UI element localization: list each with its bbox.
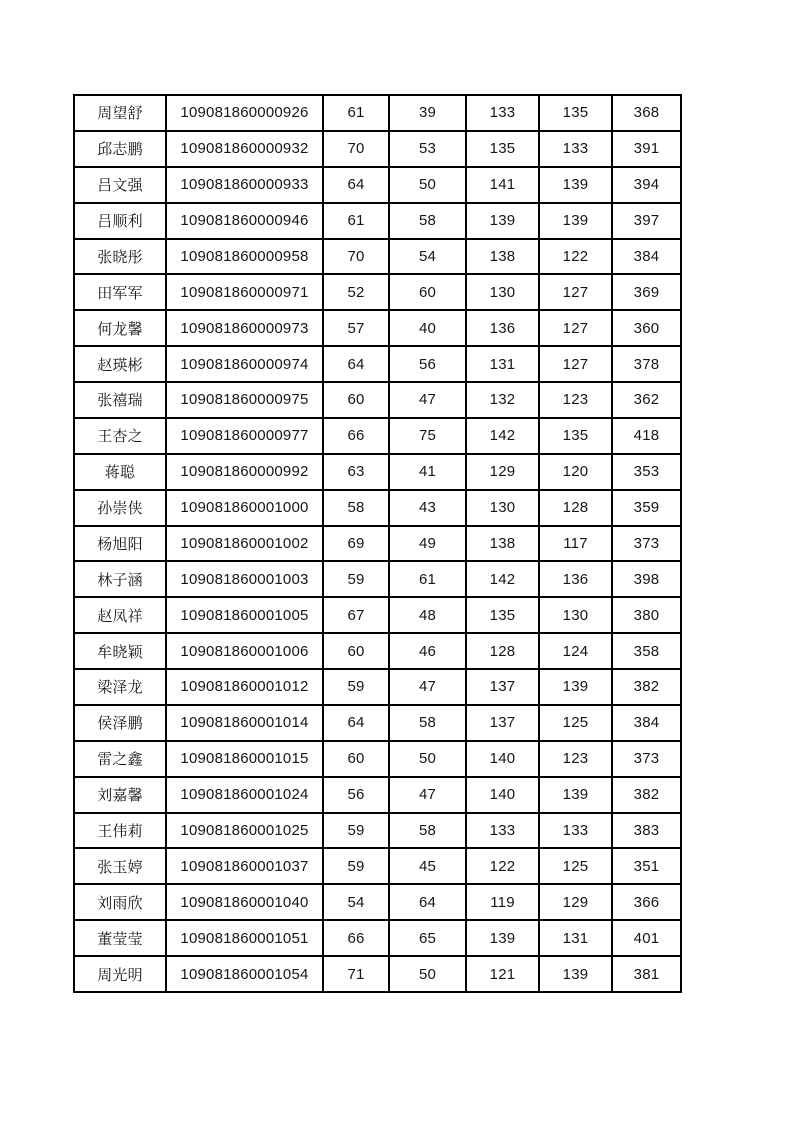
exam-id-cell: 109081860001024: [166, 777, 323, 813]
score-2-cell: 58: [389, 705, 466, 741]
score-3-cell: 139: [466, 920, 539, 956]
score-4-cell: 139: [539, 777, 612, 813]
student-name-cell: 张禧瑞: [74, 382, 166, 418]
score-3-cell: 132: [466, 382, 539, 418]
score-4-cell: 125: [539, 848, 612, 884]
table-row: [74, 561, 681, 597]
score-3-cell: 131: [466, 346, 539, 382]
student-name-cell: 张晓彤: [74, 239, 166, 275]
score-1-cell: 70: [323, 239, 389, 275]
score-1-cell: 64: [323, 705, 389, 741]
table-row: [74, 203, 681, 239]
table-row: [74, 848, 681, 884]
score-2-cell: 45: [389, 848, 466, 884]
score-2-cell: 64: [389, 884, 466, 920]
score-1-cell: 64: [323, 167, 389, 203]
exam-id-cell: 109081860001002: [166, 526, 323, 562]
table-row: [74, 131, 681, 167]
score-1-cell: 59: [323, 669, 389, 705]
score-2-cell: 56: [389, 346, 466, 382]
score-3-cell: 133: [466, 95, 539, 131]
score-4-cell: 127: [539, 274, 612, 310]
score-4-cell: 120: [539, 454, 612, 490]
score-1-cell: 71: [323, 956, 389, 992]
score-3-cell: 133: [466, 813, 539, 849]
table-row: [74, 884, 681, 920]
score-3-cell: 121: [466, 956, 539, 992]
student-name-cell: 蒋聪: [74, 454, 166, 490]
exam-id-cell: 109081860001000: [166, 490, 323, 526]
score-3-cell: 128: [466, 633, 539, 669]
score-2-cell: 39: [389, 95, 466, 131]
total-score-cell: 362: [612, 382, 681, 418]
score-2-cell: 61: [389, 561, 466, 597]
score-1-cell: 58: [323, 490, 389, 526]
student-name-cell: 赵凤祥: [74, 597, 166, 633]
score-3-cell: 122: [466, 848, 539, 884]
table-row: [74, 346, 681, 382]
score-1-cell: 61: [323, 203, 389, 239]
score-4-cell: 139: [539, 203, 612, 239]
score-1-cell: 64: [323, 346, 389, 382]
total-score-cell: 383: [612, 813, 681, 849]
score-2-cell: 58: [389, 203, 466, 239]
score-4-cell: 135: [539, 95, 612, 131]
score-4-cell: 123: [539, 382, 612, 418]
exam-id-cell: 109081860000975: [166, 382, 323, 418]
exam-id-cell: 109081860000926: [166, 95, 323, 131]
table-row: [74, 310, 681, 346]
score-3-cell: 136: [466, 310, 539, 346]
table-row: [74, 956, 681, 992]
score-4-cell: 133: [539, 131, 612, 167]
score-3-cell: 141: [466, 167, 539, 203]
score-1-cell: 52: [323, 274, 389, 310]
student-name-cell: 吕顺利: [74, 203, 166, 239]
table-row: [74, 526, 681, 562]
exam-id-cell: 109081860000973: [166, 310, 323, 346]
score-4-cell: 129: [539, 884, 612, 920]
exam-id-cell: 109081860000958: [166, 239, 323, 275]
total-score-cell: 382: [612, 777, 681, 813]
score-2-cell: 48: [389, 597, 466, 633]
score-3-cell: 135: [466, 131, 539, 167]
score-2-cell: 60: [389, 274, 466, 310]
exam-id-cell: 109081860001014: [166, 705, 323, 741]
exam-id-cell: 109081860001040: [166, 884, 323, 920]
score-4-cell: 136: [539, 561, 612, 597]
score-1-cell: 60: [323, 741, 389, 777]
score-1-cell: 59: [323, 848, 389, 884]
student-name-cell: 牟晓颖: [74, 633, 166, 669]
table-row: [74, 669, 681, 705]
score-3-cell: 138: [466, 239, 539, 275]
total-score-cell: 401: [612, 920, 681, 956]
total-score-cell: 394: [612, 167, 681, 203]
score-3-cell: 140: [466, 741, 539, 777]
score-2-cell: 50: [389, 167, 466, 203]
exam-id-cell: 109081860000932: [166, 131, 323, 167]
score-4-cell: 130: [539, 597, 612, 633]
exam-id-cell: 109081860000946: [166, 203, 323, 239]
total-score-cell: 398: [612, 561, 681, 597]
total-score-cell: 351: [612, 848, 681, 884]
student-name-cell: 邱志鹏: [74, 131, 166, 167]
total-score-cell: 358: [612, 633, 681, 669]
table-row: [74, 167, 681, 203]
student-name-cell: 周光明: [74, 956, 166, 992]
exam-id-cell: 109081860000974: [166, 346, 323, 382]
student-name-cell: 何龙馨: [74, 310, 166, 346]
score-4-cell: 139: [539, 956, 612, 992]
score-2-cell: 41: [389, 454, 466, 490]
score-2-cell: 46: [389, 633, 466, 669]
student-name-cell: 侯泽鹏: [74, 705, 166, 741]
exam-id-cell: 109081860000992: [166, 454, 323, 490]
total-score-cell: 366: [612, 884, 681, 920]
score-4-cell: 128: [539, 490, 612, 526]
total-score-cell: 384: [612, 239, 681, 275]
student-name-cell: 王伟莉: [74, 813, 166, 849]
student-name-cell: 吕文强: [74, 167, 166, 203]
table-row: [74, 920, 681, 956]
student-name-cell: 孙崇侠: [74, 490, 166, 526]
exam-id-cell: 109081860001005: [166, 597, 323, 633]
total-score-cell: 373: [612, 526, 681, 562]
student-name-cell: 周望舒: [74, 95, 166, 131]
table-row: [74, 95, 681, 131]
score-2-cell: 50: [389, 956, 466, 992]
score-1-cell: 59: [323, 561, 389, 597]
score-4-cell: 123: [539, 741, 612, 777]
score-1-cell: 66: [323, 418, 389, 454]
student-name-cell: 张玉婷: [74, 848, 166, 884]
table-row: [74, 274, 681, 310]
total-score-cell: 378: [612, 346, 681, 382]
exam-id-cell: 109081860001054: [166, 956, 323, 992]
score-3-cell: 129: [466, 454, 539, 490]
score-1-cell: 63: [323, 454, 389, 490]
score-1-cell: 54: [323, 884, 389, 920]
score-3-cell: 130: [466, 274, 539, 310]
score-2-cell: 47: [389, 382, 466, 418]
total-score-cell: 384: [612, 705, 681, 741]
score-1-cell: 59: [323, 813, 389, 849]
score-2-cell: 50: [389, 741, 466, 777]
score-4-cell: 127: [539, 310, 612, 346]
student-name-cell: 刘雨欣: [74, 884, 166, 920]
score-2-cell: 53: [389, 131, 466, 167]
total-score-cell: 360: [612, 310, 681, 346]
score-4-cell: 139: [539, 167, 612, 203]
score-4-cell: 135: [539, 418, 612, 454]
total-score-cell: 418: [612, 418, 681, 454]
student-name-cell: 刘嘉馨: [74, 777, 166, 813]
student-name-cell: 赵瑛彬: [74, 346, 166, 382]
score-3-cell: 119: [466, 884, 539, 920]
exam-id-cell: 109081860000971: [166, 274, 323, 310]
score-1-cell: 56: [323, 777, 389, 813]
score-2-cell: 75: [389, 418, 466, 454]
score-2-cell: 65: [389, 920, 466, 956]
score-table-body: [74, 95, 681, 992]
total-score-cell: 391: [612, 131, 681, 167]
table-row: [74, 382, 681, 418]
table-row: [74, 777, 681, 813]
score-table: [73, 94, 682, 993]
student-name-cell: 雷之鑫: [74, 741, 166, 777]
student-name-cell: 田军军: [74, 274, 166, 310]
exam-id-cell: 109081860001012: [166, 669, 323, 705]
table-row: [74, 490, 681, 526]
score-1-cell: 61: [323, 95, 389, 131]
table-row: [74, 454, 681, 490]
exam-id-cell: 109081860000933: [166, 167, 323, 203]
table-row: [74, 633, 681, 669]
score-1-cell: 57: [323, 310, 389, 346]
score-3-cell: 138: [466, 526, 539, 562]
exam-id-cell: 109081860001051: [166, 920, 323, 956]
table-row: [74, 239, 681, 275]
score-3-cell: 140: [466, 777, 539, 813]
score-3-cell: 142: [466, 418, 539, 454]
score-4-cell: 131: [539, 920, 612, 956]
score-1-cell: 70: [323, 131, 389, 167]
student-name-cell: 林子涵: [74, 561, 166, 597]
score-2-cell: 47: [389, 777, 466, 813]
total-score-cell: 353: [612, 454, 681, 490]
score-1-cell: 67: [323, 597, 389, 633]
student-name-cell: 董莹莹: [74, 920, 166, 956]
total-score-cell: 397: [612, 203, 681, 239]
exam-id-cell: 109081860001003: [166, 561, 323, 597]
score-3-cell: 139: [466, 203, 539, 239]
score-3-cell: 137: [466, 669, 539, 705]
score-2-cell: 49: [389, 526, 466, 562]
table-row: [74, 597, 681, 633]
score-3-cell: 130: [466, 490, 539, 526]
score-4-cell: 133: [539, 813, 612, 849]
score-4-cell: 122: [539, 239, 612, 275]
score-3-cell: 135: [466, 597, 539, 633]
exam-id-cell: 109081860001006: [166, 633, 323, 669]
score-1-cell: 66: [323, 920, 389, 956]
student-name-cell: 杨旭阳: [74, 526, 166, 562]
table-row: [74, 813, 681, 849]
score-1-cell: 60: [323, 633, 389, 669]
score-2-cell: 54: [389, 239, 466, 275]
score-2-cell: 58: [389, 813, 466, 849]
table-row: [74, 705, 681, 741]
total-score-cell: 382: [612, 669, 681, 705]
total-score-cell: 373: [612, 741, 681, 777]
exam-id-cell: 109081860001037: [166, 848, 323, 884]
student-name-cell: 梁泽龙: [74, 669, 166, 705]
total-score-cell: 368: [612, 95, 681, 131]
score-4-cell: 125: [539, 705, 612, 741]
score-4-cell: 139: [539, 669, 612, 705]
score-1-cell: 60: [323, 382, 389, 418]
score-2-cell: 47: [389, 669, 466, 705]
total-score-cell: 381: [612, 956, 681, 992]
student-name-cell: 王杏之: [74, 418, 166, 454]
score-2-cell: 43: [389, 490, 466, 526]
table-row: [74, 741, 681, 777]
total-score-cell: 380: [612, 597, 681, 633]
score-4-cell: 117: [539, 526, 612, 562]
total-score-cell: 359: [612, 490, 681, 526]
total-score-cell: 369: [612, 274, 681, 310]
exam-id-cell: 109081860001015: [166, 741, 323, 777]
score-3-cell: 137: [466, 705, 539, 741]
score-2-cell: 40: [389, 310, 466, 346]
exam-id-cell: 109081860000977: [166, 418, 323, 454]
score-1-cell: 69: [323, 526, 389, 562]
score-4-cell: 124: [539, 633, 612, 669]
table-row: [74, 418, 681, 454]
score-3-cell: 142: [466, 561, 539, 597]
exam-id-cell: 109081860001025: [166, 813, 323, 849]
score-4-cell: 127: [539, 346, 612, 382]
